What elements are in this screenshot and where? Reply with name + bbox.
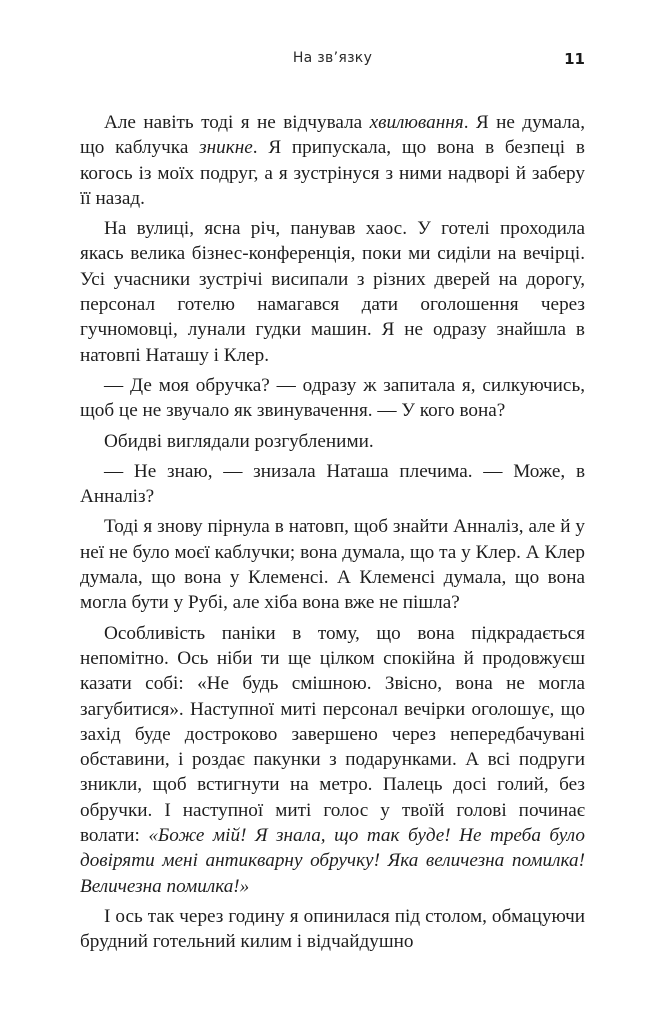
paragraph [80, 216, 585, 368]
paragraph [80, 373, 585, 424]
text-run: Обидві виглядали розгубленими. [104, 430, 374, 452]
running-title: На зв’язку [292, 50, 373, 66]
italic-run: хвилювання [369, 112, 464, 133]
paragraph [80, 621, 585, 899]
page-number: 11 [564, 50, 585, 68]
text-run: . Я припускала, що вона в безпеці в когось із моїх подруг, а я зустрінуся з ними надворі й заберу її назад. [80, 137, 585, 209]
paragraph [80, 110, 585, 211]
text-run: На вулиці, ясна річ, панував хаос. У готелі проходила якась велика бізнес-конференція, поки ми сиділи на вечірці. Усі учасники зустрічі висипали з різних дверей на дорогу, персонал готелю намагався дати оголошення через гучномовці, лунали гудки машин. Я не одразу знайшла в натовпі Наташу і Клер. [80, 218, 585, 366]
text-run: — Де моя обручка? — одразу ж запитала я, силкуючись, щоб це не звучало як звинувачення. — У кого вона? [80, 374, 585, 422]
running-header [80, 50, 585, 74]
paragraph [80, 514, 585, 615]
paragraph [80, 459, 585, 510]
text-run: І ось так через годину я опинилася під столом, обмацуючи брудний готельний килим і відчайдушно [80, 905, 585, 953]
paragraph [80, 904, 585, 955]
text-run: Але навіть тоді я не відчувала [104, 112, 370, 133]
body-text [80, 110, 585, 955]
text-run: Тоді я знову пірнула в натовп, щоб знайти Анналіз, але й у неї не було моєї каблучки; вона думала, що та у Клер. А Клер думала, що вона у Клеменсі. А Клеменсі думала, що вона могла бути у Рубі, але хіба вона вже не пішла? [80, 516, 585, 614]
italic-run: «Боже мій! Я знала, що так буде! Не треба було довіряти мені антикварну обручку! Яка величезна помилка! Величезна помилка!» [80, 825, 585, 897]
paragraph [80, 429, 585, 454]
text-run: — Не знаю, — знизала Наташа плечима. — Може, в Анналіз? [80, 460, 585, 508]
italic-run: зникне [199, 137, 253, 159]
text-run: . Я не думала, що каблучка [80, 112, 585, 159]
text-run: Особливість паніки в тому, що вона підкрадається непомітно. Ось ніби ти ще цілком спокійна й продовжуєш казати собі: «Не будь смішною. Звісно, вона не могла загубитися». Наступної миті персонал вечірки оголошує, що захід буде достроково завершено через непередбачувані обставини, і роздає пакунки з подарунками. А всі подруги зникли, щоб встигнути на метро. Палець досі голий, без обручки. І наступної миті голос у твоїй голові починає волати: [80, 622, 585, 847]
